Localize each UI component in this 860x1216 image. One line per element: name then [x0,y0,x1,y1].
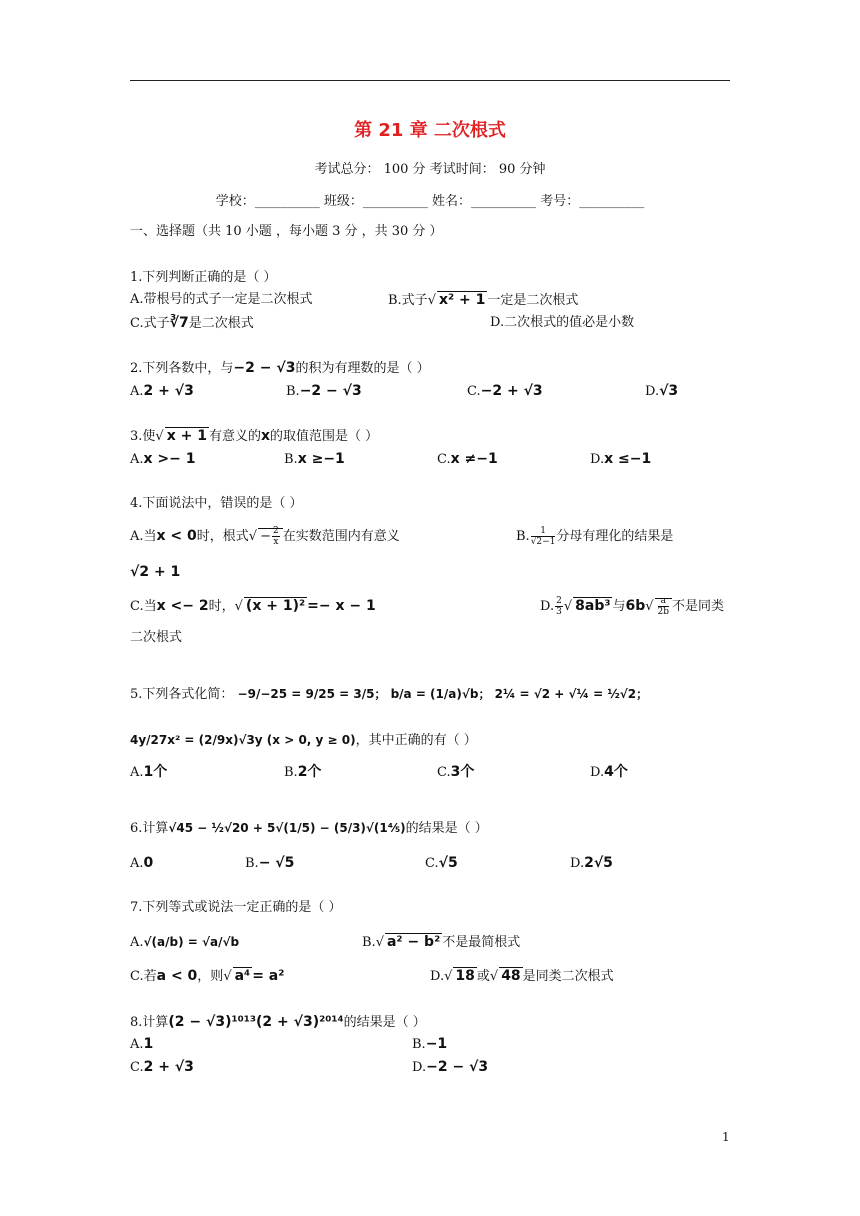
q5-option-c: C.3个 [437,764,475,780]
q7-option-a: A.√(a/b) = √a/√b [130,935,240,950]
q8-option-b: B.−1 [412,1036,448,1052]
q2-option-d: D.√3 [645,383,679,399]
q3-option-a: A.x >− 1 [130,451,196,467]
q3-option-d: D.x ≤−1 [590,451,652,467]
q3-stem: 3.使√ x + 1 有意义的x的取值范围是（ ） [130,428,379,444]
q4-option-b-continued: √2 + 1 [130,564,181,580]
q1-option-b: B.式子√ x² + 1 一定是二次根式 [388,292,579,308]
q8-option-c: C.2 + √3 [130,1059,194,1075]
q4-option-a: A.当x < 0时，根式√ − $\frac{2}{x}$ 在实数范围内有意义 [130,526,400,547]
q7-stem: 7.下列等式或说法一定正确的是（ ） [130,900,342,915]
student-info-fields: 学校：__________ 班级：__________ 姓名：__________ 考号：__________ [215,194,645,209]
q6-stem: 6.计算√45 − ½√20 + 5√(1/5) − (5/3)√(1⅘)的结果是（ ） [130,821,488,836]
q4-option-b: B. $\frac{1}{√2-1}$ 分母有理化的结果是 [516,526,674,547]
q3-option-b: B.x ≥−1 [284,451,345,467]
q5-stem-line2: 4y/27x² = (2/9x)√3y (x > 0, y ≥ 0)，其中正确的有（ ） [130,733,477,748]
q8-stem: 8.计算(2 − √3)¹⁰¹³(2 + √3)²⁰¹⁴的结果是（ ） [130,1014,426,1030]
q2-option-c: C.−2 + √3 [467,383,543,399]
q4-option-d-continued: 二次根式 [130,630,183,645]
q1-option-d: D.二次根式的值必是小数 [490,315,635,330]
q1-option-a: A.带根号的式子一定是二次根式 [130,292,313,307]
q5-option-b: B.2个 [284,764,322,780]
q2-option-a: A.2 + √3 [130,383,194,399]
q4-option-d: D. $\frac{2}{3}$ √ 8ab³ 与6b√ $\frac{a}{2b}$ 不是同类 [540,596,725,617]
q6-option-c: C.√5 [425,855,458,871]
q5-stem: 5.下列各式化简： −9/−25 = 9/25 = 3/5； b/a = (1/a)√b； 2¼ = √2 + √¼ = ½√2； [130,687,649,702]
q1-stem: 1.下列判断正确的是（ ） [130,270,277,285]
exam-meta: 考试总分： 100 分 考试时间： 90 分钟 [314,162,546,177]
q4-option-c: C.当x <− 2时，√ (x + 1)² =− x − 1 [130,598,376,614]
section-heading: 一、选择题（共 10 小题 ，每小题 3 分 ，共 30 分 ） [130,224,443,239]
exam-title: 第 21 章 二次根式 [354,120,506,141]
q8-option-a: A.1 [130,1036,154,1052]
q6-option-b: B.− √5 [245,855,295,871]
page-number: 1 [722,1130,730,1144]
q2-option-b: B.−2 − √3 [286,383,362,399]
header-rule [130,80,730,81]
q7-option-c: C.若a < 0，则√ a⁴ = a² [130,968,285,984]
q6-option-d: D.2√5 [570,855,613,871]
q2-stem: 2.下列各数中，与−2 − √3的积为有理数的是（ ） [130,360,430,376]
q6-option-a: A.0 [130,855,154,871]
q3-option-c: C.x ≠−1 [437,451,498,467]
q7-option-d: D.√ 18 或√ 48 是同类二次根式 [430,968,614,984]
q8-option-d: D.−2 − √3 [412,1059,489,1075]
q5-option-a: A.1个 [130,764,168,780]
q7-option-b: B.√ a² − b² 不是最简根式 [362,934,521,950]
q5-option-d: D.4个 [590,764,628,780]
q1-option-c: C.式子∛7是二次根式 [130,315,254,331]
q4-stem: 4.下面说法中，错误的是（ ） [130,496,303,511]
